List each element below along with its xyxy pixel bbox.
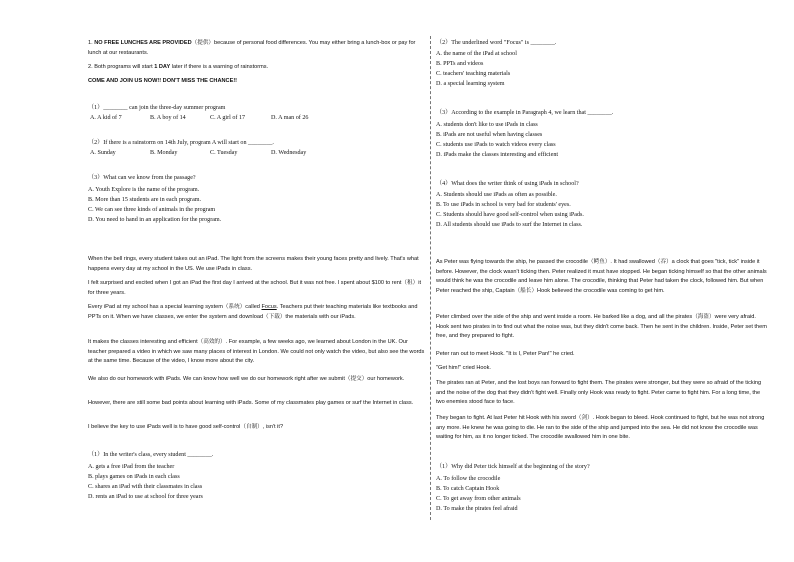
question-4-stem: （1）In the writer's class, every student ________. — [88, 452, 214, 458]
option-a[interactable]: A. A kid of 7 — [90, 115, 122, 121]
right-column — [436, 0, 768, 562]
passage-paragraph-3: Every iPad at my school has a special learning system（系统）called Focus. Teachers put their teaching materials like textbooks and PPTs on it. When we have classes, we enter the system and download（下载）the materials with our iPads. — [88, 304, 418, 320]
option-a[interactable]: A. To follow the crocodile — [436, 476, 501, 482]
option-a[interactable]: A. the name of the iPad at school — [436, 51, 517, 57]
option-b[interactable]: B. A boy of 14 — [150, 115, 186, 121]
question-8-options — [436, 474, 768, 514]
option-b[interactable]: B. To catch Captain Hook — [436, 486, 500, 492]
story-paragraph-6: They began to fight. At last Peter hit Hook with his sword（剑）. Hook began to bleed. Hook continued to fight, but he was not strong any more. He knew he was going to die. He ran to the side of the ship and jumped into the sea. He did not know the crocodile was waiting for him, as it no longer ticked. The crocodile swallowed him in one bite. — [436, 415, 765, 440]
passage-paragraph-5: We also do our homework with iPads. We can know how well we do our homework right after we submit（提交）our homework. — [88, 376, 405, 382]
option-d[interactable]: D. You need to hand in an application for the program. — [88, 217, 222, 223]
notice-2: 2. Both programs will start 1 DAY later if there is a warning of rainstorms. — [88, 64, 269, 70]
option-c[interactable]: C. students use iPads to watch videos every class — [436, 142, 556, 148]
option-c[interactable]: C. Tuesday — [210, 150, 238, 156]
option-c[interactable]: C. To get away from other animals — [436, 496, 521, 502]
call-to-action: COME AND JOIN US NOW!! DON'T MISS THE CHANCE!! — [88, 78, 238, 84]
option-a[interactable]: A. gets a free iPad from the teacher — [88, 464, 175, 470]
option-b[interactable]: B. To use iPads in school is very bad for students' eyes. — [436, 202, 571, 208]
question-2-stem: （2）If there is a rainstorm on 14th July, program A will start on ________. — [88, 140, 274, 146]
left-column — [88, 0, 426, 562]
story-paragraph-1: As Peter was flying towards the ship, he passed the crocodile（鳄鱼）. It had swallowed（吞）a clock that goes "tick, tick" inside it before. However, the clock wasn't ticking then. Peter realized it must have stopped. He began ticking himself so that the other animals would think he was the crocodile and leave him alone. The crocodile, thinking that Peter had taken the clock, followed him. But when Peter reached the ship, Captain（船长）Hook believed the crocodile was coming to get him. — [436, 259, 767, 294]
question-5-options — [436, 49, 768, 89]
option-b[interactable]: B. Monday — [150, 150, 178, 156]
notice-1: 1. NO FREE LUNCHES ARE PROVIDED（提供）because of personal food differences. You may either bring a lunch-box or pay for lunch at our restaurants. — [88, 40, 416, 56]
question-4-options — [88, 462, 426, 502]
option-d[interactable]: D. All students should use iPads to surf the Internet in class. — [436, 222, 583, 228]
option-a[interactable]: A. Students should use iPads as often as possible. — [436, 192, 557, 198]
question-7-options — [436, 190, 768, 230]
story-paragraph-4: "Get him!" cried Hook. — [436, 365, 491, 371]
option-d[interactable]: D. iPads make the classes interesting and efficient — [436, 152, 559, 158]
question-6-stem: （3）According to the example in Paragraph 4, we learn that ________. — [436, 110, 614, 116]
option-b[interactable]: B. PPTs and videos — [436, 61, 484, 67]
option-b[interactable]: B. More than 15 students are in each program. — [88, 197, 202, 203]
question-6-options — [436, 120, 768, 160]
option-a[interactable]: A. Youth Explore is the name of the program. — [88, 187, 200, 193]
option-a[interactable]: A. students don't like to use iPads in class — [436, 122, 538, 128]
option-b[interactable]: B. iPads are not useful when having classes — [436, 132, 543, 138]
question-1-options — [88, 115, 426, 125]
story-paragraph-5: The pirates ran at Peter, and the lost boys ran forward to fight them. The pirates were stronger, but they were so afraid of the ticking and the noise of the dog that they didn't fight well. Finally only Hook was ready to fight. Peter came to fight him. For a long time, the two enemies stood face to face. — [436, 380, 762, 405]
option-b[interactable]: B. plays games on iPads in each class — [88, 474, 180, 480]
option-d[interactable]: D. rents an iPad to use at school for three years — [88, 494, 203, 500]
option-c[interactable]: C. shares an iPad with their classmates in class — [88, 484, 203, 490]
question-1-stem: （1）________ can join the three-day summer program — [88, 105, 226, 111]
story-paragraph-2: Peter climbed over the side of the ship and went inside a room. He barked like a dog, and all the pirates（海盗）were very afraid. Hook sent two pirates in to find out what the noise was, but they didn't come back. Then he sent in the children. Inside, Peter set them free, and they prepared to fight. — [436, 314, 767, 339]
question-5-stem: （2）The underlined word "Focus" is ________. — [436, 40, 557, 46]
underlined-word: Focus — [261, 304, 277, 310]
story-paragraph-3: Peter ran out to meet Hook. "It is I, Peter Pan!" he cried. — [436, 351, 575, 357]
option-c[interactable]: C. We can see three kinds of animals in the program — [88, 207, 216, 213]
option-c[interactable]: C. teachers' teaching materials — [436, 71, 511, 77]
passage-paragraph-2: I felt surprised and excited when I got an iPad the first day I arrived at the school. But it was not free. I spent about $100 to rent（租）it for three years. — [88, 280, 422, 296]
option-c[interactable]: C. Students should have good self-control when using iPads. — [436, 212, 584, 218]
option-d[interactable]: D. To make the pirates feel afraid — [436, 506, 518, 512]
column-divider — [430, 36, 431, 520]
passage-paragraph-7: I believe the key to use iPads well is to have good self-control（自制）, isn't it? — [88, 424, 284, 430]
option-c[interactable]: C. A girl of 17 — [210, 115, 246, 121]
question-2-options — [88, 150, 426, 160]
question-7-stem: （4）What does the writer think of using iPads in school? — [436, 181, 579, 187]
passage-paragraph-6: However, there are still some bad points about learning with iPads. Some of my classmates play games or surf the Internet in class. — [88, 400, 414, 406]
question-3-options — [88, 185, 426, 225]
option-d[interactable]: D. Wednesday — [271, 150, 307, 156]
option-d[interactable]: D. A man of 26 — [271, 115, 309, 121]
option-a[interactable]: A. Sunday — [90, 150, 116, 156]
option-d[interactable]: D. a special learning system — [436, 81, 505, 87]
question-8-stem: （1）Why did Peter tick himself at the beginning of the story? — [436, 464, 590, 470]
passage-paragraph-1: When the bell rings, every student takes out an iPad. The light from the screens makes their young faces pretty and lively. That's what happens every day at my school in the US. We use iPads in class. — [88, 256, 419, 272]
passage-paragraph-4: It makes the classes interesting and efficient（高效的）. For example, a few weeks ago, we learned about London in the UK. Our teacher prepared a video in which we saw many places of interest in London. We could not only watch the video, but also see the words at the same time. Because of the video, I know more about the city. — [88, 339, 425, 364]
question-3-stem: （3）What can we know from the passage? — [88, 175, 196, 181]
